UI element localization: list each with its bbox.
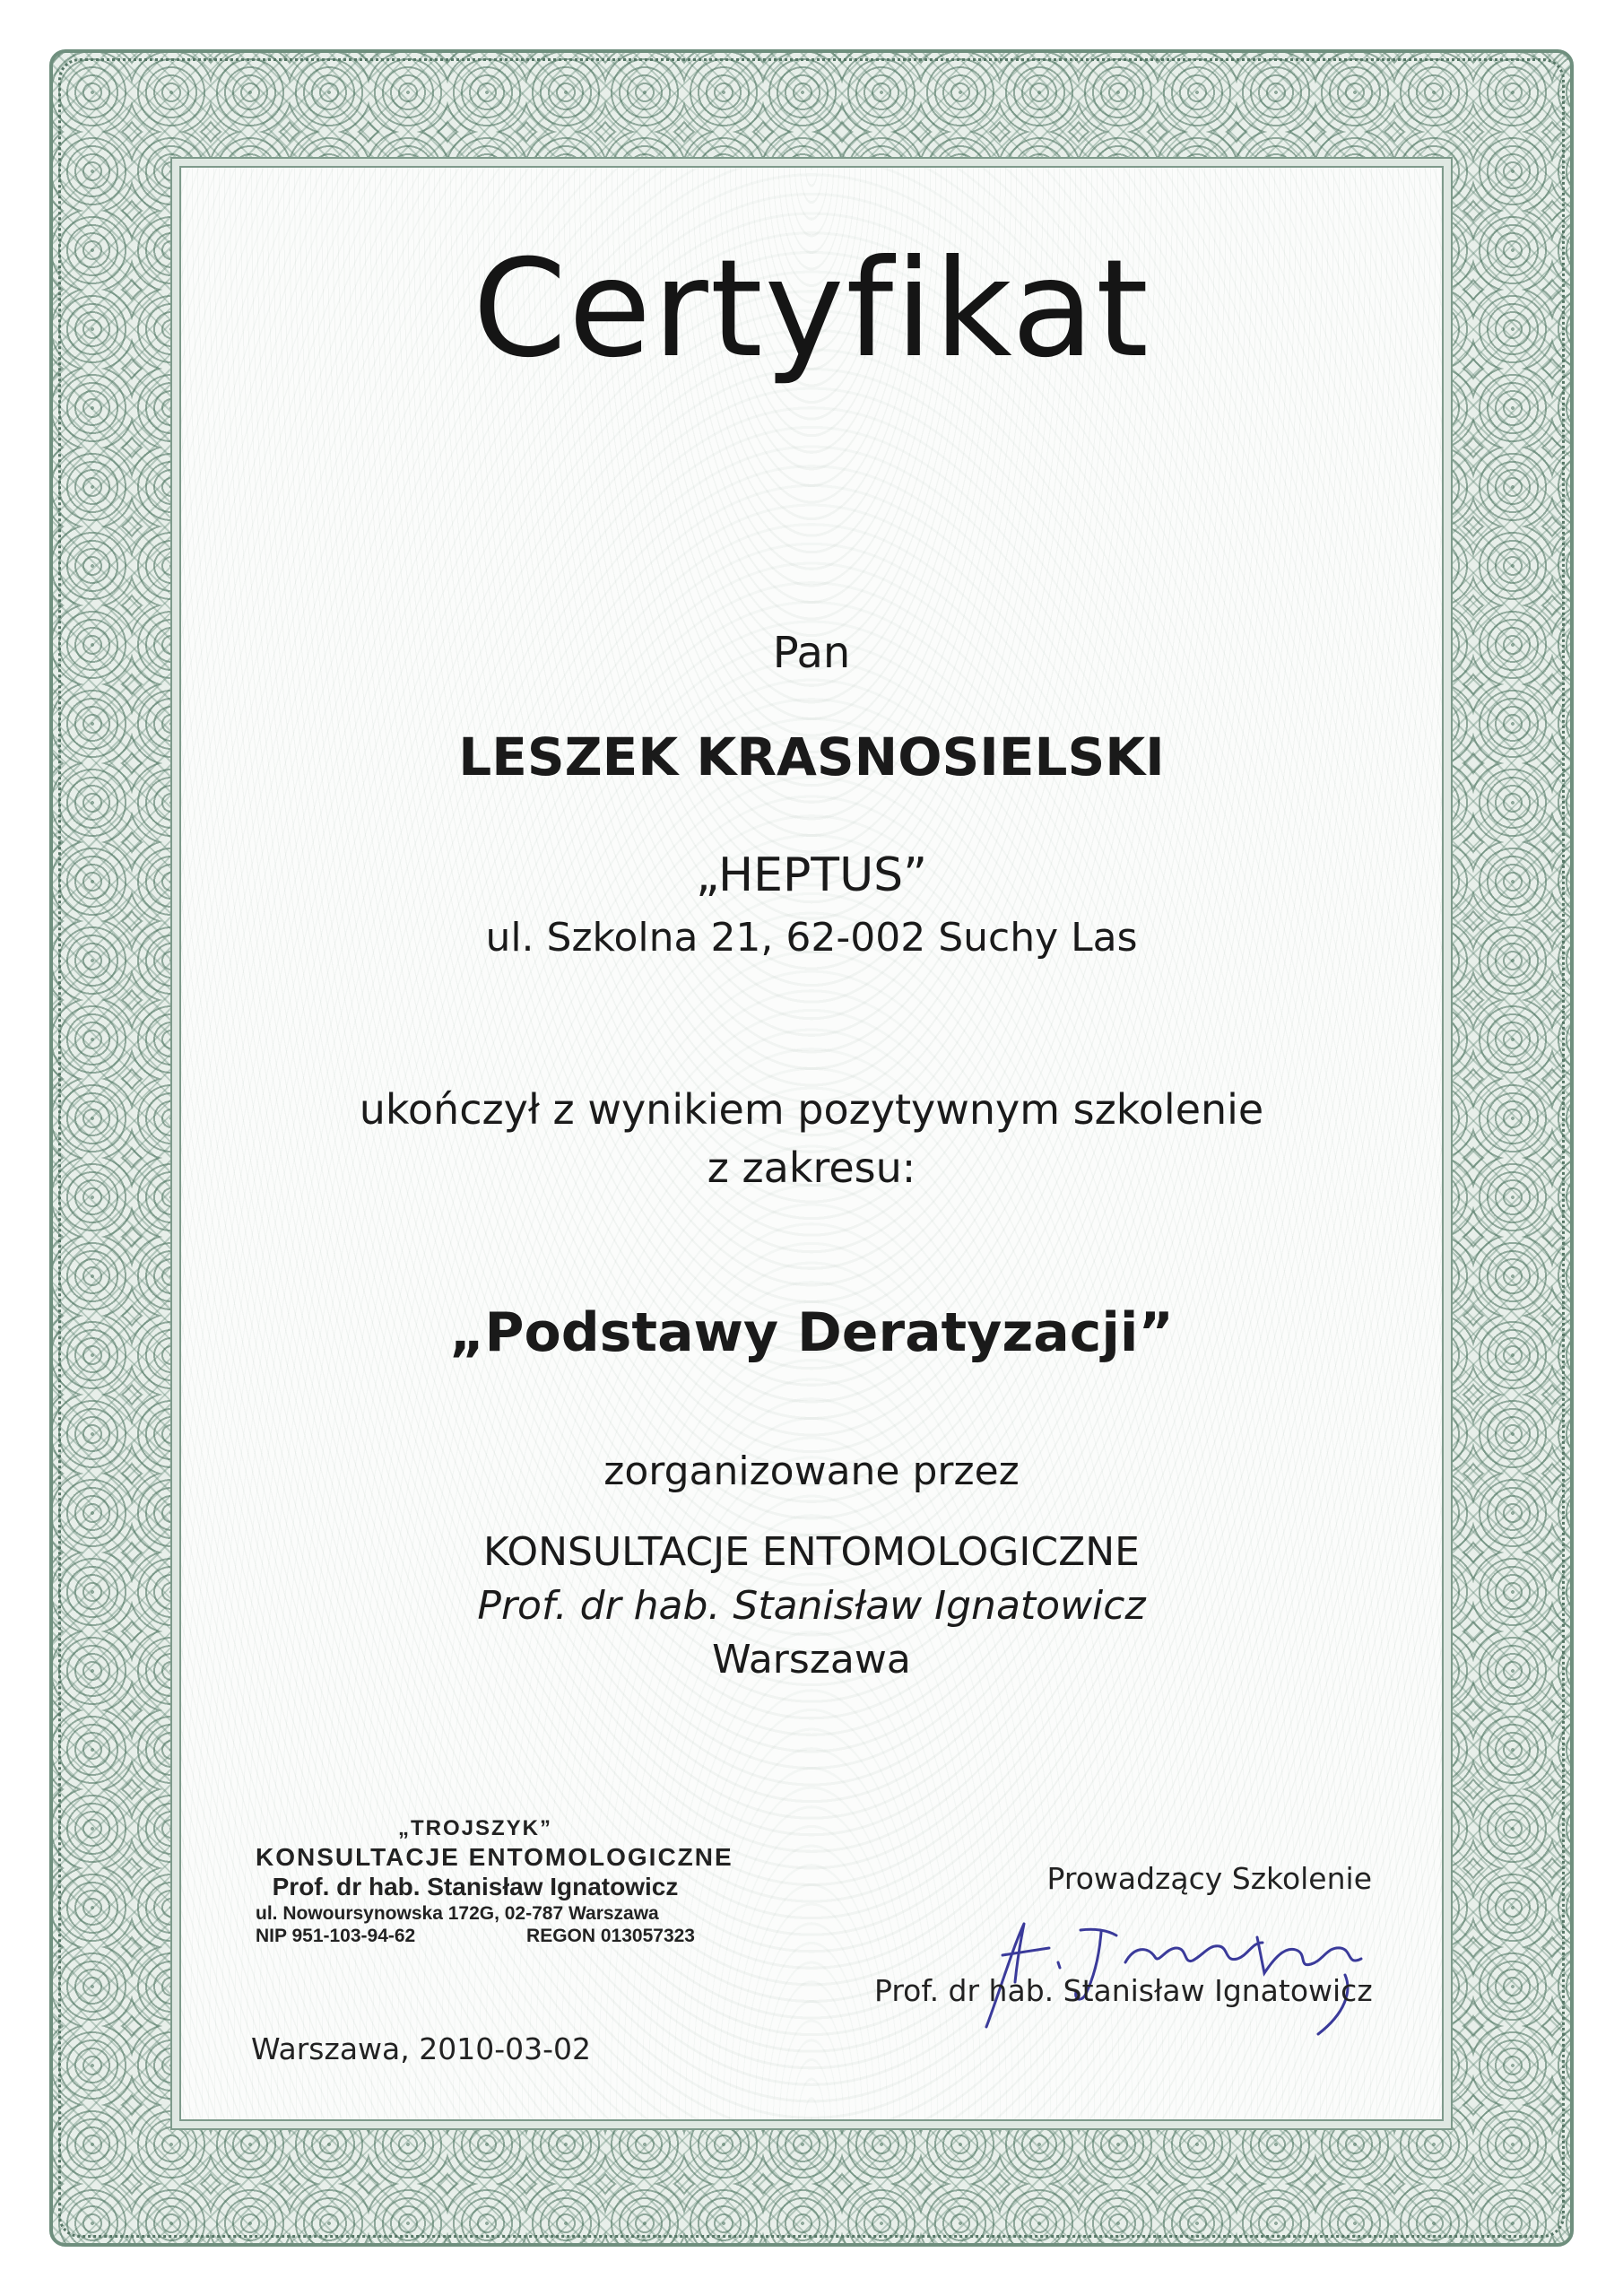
organizer-person: Prof. dr hab. Stanisław Ignatowicz [477, 1583, 1146, 1629]
completion-scope-text: z zakresu: [707, 1144, 916, 1192]
company-stamp [256, 1816, 733, 1947]
organizer-city: Warszawa [712, 1637, 911, 1683]
issue-date: Warszawa, 2010-03-02 [251, 2031, 592, 2066]
course-title: „Podstawy Deratyzacji” [449, 1301, 1174, 1364]
signatory-name: Prof. dr hab. Stanisław Ignatowicz [874, 1973, 1373, 2008]
completion-text: ukończył z wynikiem pozytywnym szkolenie [359, 1085, 1264, 1134]
stamp-person: Prof. dr hab. Stanisław Ignatowicz [272, 1873, 679, 1901]
organizer-name: KONSULTACJE ENTOMOLOGICZNE [483, 1529, 1140, 1575]
stamp-address: ul. Nowoursynowska 172G, 02-787 Warszawa [256, 1902, 659, 1924]
stamp-organization: KONSULTACJE ENTOMOLOGICZNE [256, 1842, 733, 1871]
stamp-nip: NIP 951-103-94-62 [256, 1926, 416, 1947]
recipient-name: LESZEK KRASNOSIELSKI [458, 726, 1165, 787]
stamp-regon: REGON 013057323 [526, 1926, 695, 1947]
stamp-identifiers [256, 1925, 695, 1947]
stamp-company-name: „TROJSZYK” [397, 1816, 552, 1840]
company-name: „HEPTUS” [695, 848, 928, 902]
company-address: ul. Szkolna 21, 62-002 Suchy Las [485, 915, 1138, 961]
honorific: Pan [772, 628, 851, 678]
signature-label: Prowadzący Szkolenie [1046, 1861, 1372, 1896]
handwritten-signature [924, 1892, 1381, 2045]
certificate-title: Certyfikat [473, 231, 1150, 387]
organized-by-text: zorganizowane przez [603, 1448, 1020, 1494]
